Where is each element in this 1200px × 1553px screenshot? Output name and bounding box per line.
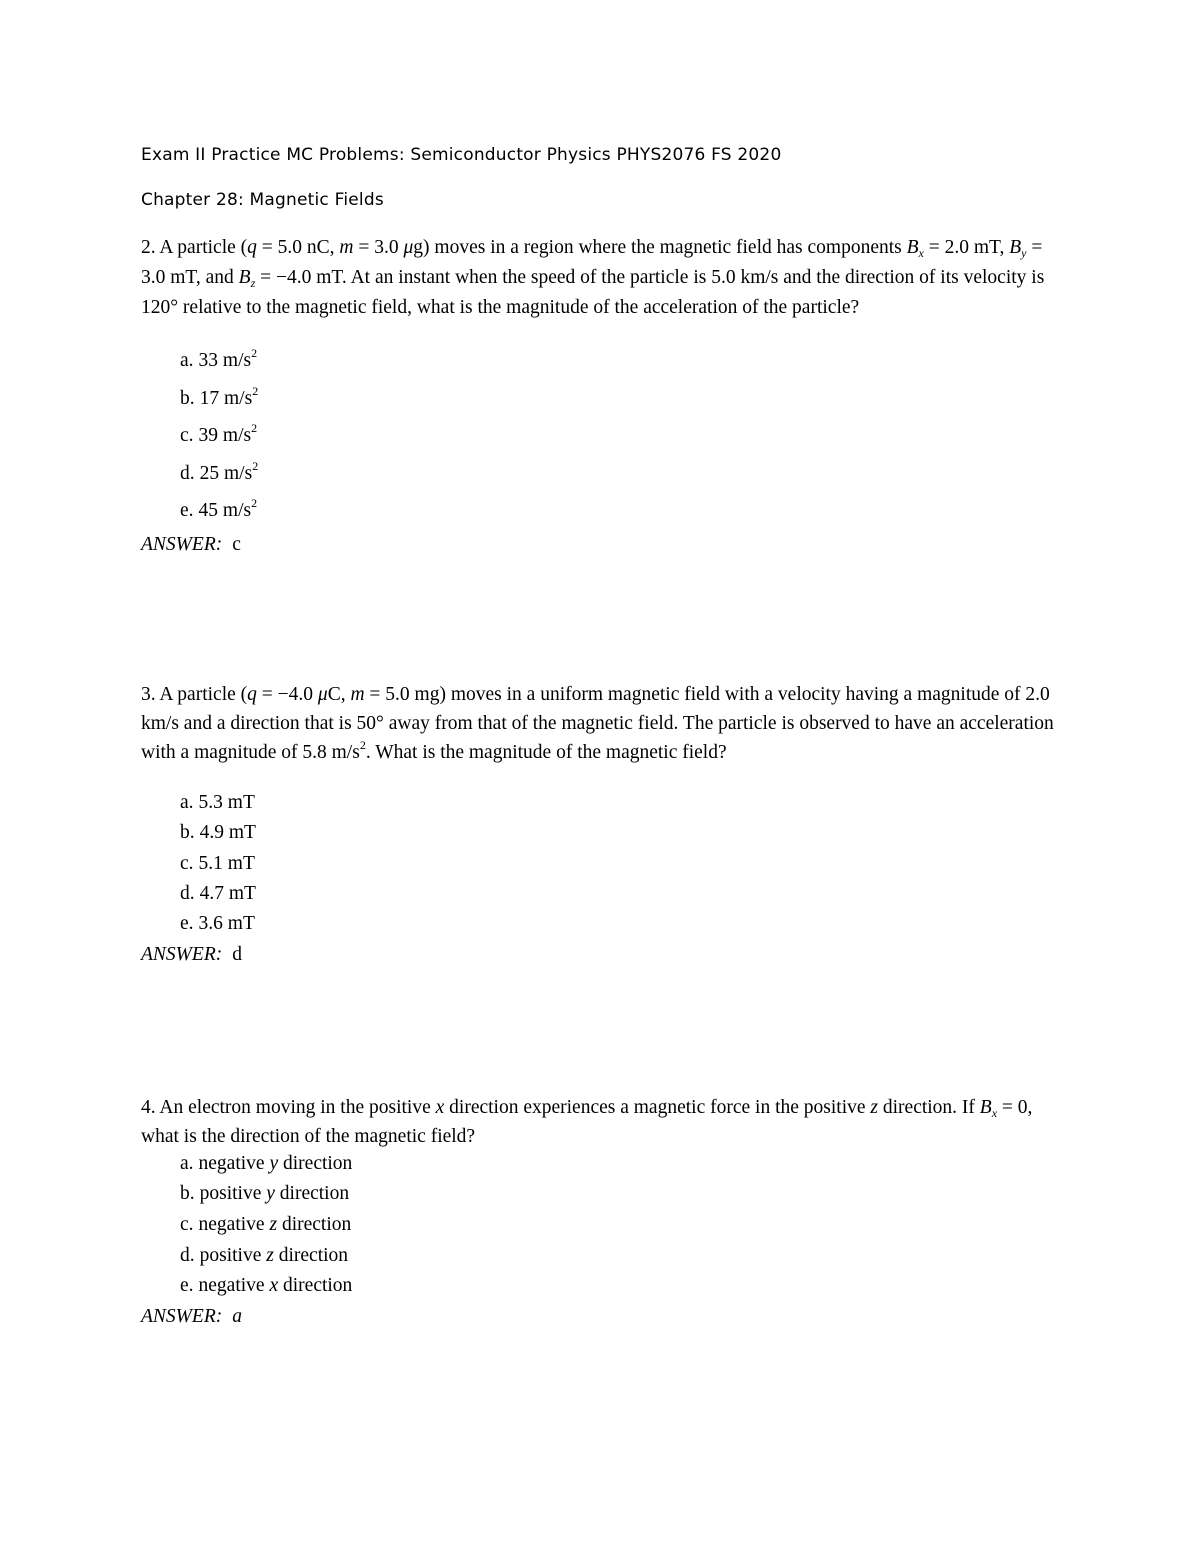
answer-value: d (232, 944, 242, 965)
option-4e: e. negative x direction (180, 1275, 353, 1296)
option-4a: a. negative y direction (180, 1153, 353, 1174)
answer-4: ANSWER: a (141, 1306, 242, 1327)
option-2a: a. 33 $m/s^2$ (180, 346, 258, 371)
question-number: 3. (141, 684, 156, 705)
option-3d: d. 4.7 mT (180, 883, 256, 904)
question-4-text: 4. An electron moving in the positive x direction experiences a magnetic force in the positive z direction. If $B_x = 0$, what is the direction of the magnetic field? (141, 1097, 1033, 1147)
option-4d: d. positive z direction (180, 1245, 349, 1266)
option-4b: b. positive y direction (180, 1183, 350, 1204)
document-title: Exam II Practice MC Problems: Semiconductor Physics PHYS2076 FS 2020 (141, 145, 782, 165)
question-number: 4. (141, 1097, 156, 1118)
answer-2: ANSWER: c (141, 534, 241, 555)
chapter-heading: Chapter 28: Magnetic Fields (141, 190, 384, 210)
option-2e: e. 45 $m/s^2$ (180, 496, 258, 521)
option-4c: c. negative z direction (180, 1214, 352, 1235)
question-3-text: 3. A particle (q = −4.0 μC, m = 5.0 mg) moves in a uniform magnetic field with a velocity having a magnitude of 2.0 km/s and a direction that is 50° away from that of the magnetic field. The particle is observed to have an acceleration with a magnitude of 5.8 $m/s^2$. What is the magnitude of the magnetic field? (141, 684, 1054, 763)
answer-value: a (232, 1306, 242, 1327)
option-3c: c. 5.1 mT (180, 853, 255, 874)
option-3a: a. 5.3 mT (180, 792, 255, 813)
answer-value: c (232, 534, 241, 555)
option-3e: e. 3.6 mT (180, 913, 255, 934)
question-2-text: 2. A particle (q = 5.0 nC, m = 3.0 μg) moves in a region where the magnetic field has components $B_x = 2.0$ mT, $B_y = 3.0$ mT, and $B_z = -4.0$ mT. At an instant when the speed of the particle is 5.0 km/s and the direction of its velocity is 120° relative to the magnetic field, what is the magnitude of the acceleration of the particle? (141, 237, 1045, 318)
option-2b: b. 17 $m/s^2$ (180, 384, 259, 409)
option-2c: c. 39 $m/s^2$ (180, 421, 258, 446)
question-number: 2. (141, 237, 156, 258)
option-2d: d. 25 $m/s^2$ (180, 459, 259, 484)
answer-3: ANSWER: d (141, 944, 242, 965)
option-3b: b. 4.9 mT (180, 822, 256, 843)
